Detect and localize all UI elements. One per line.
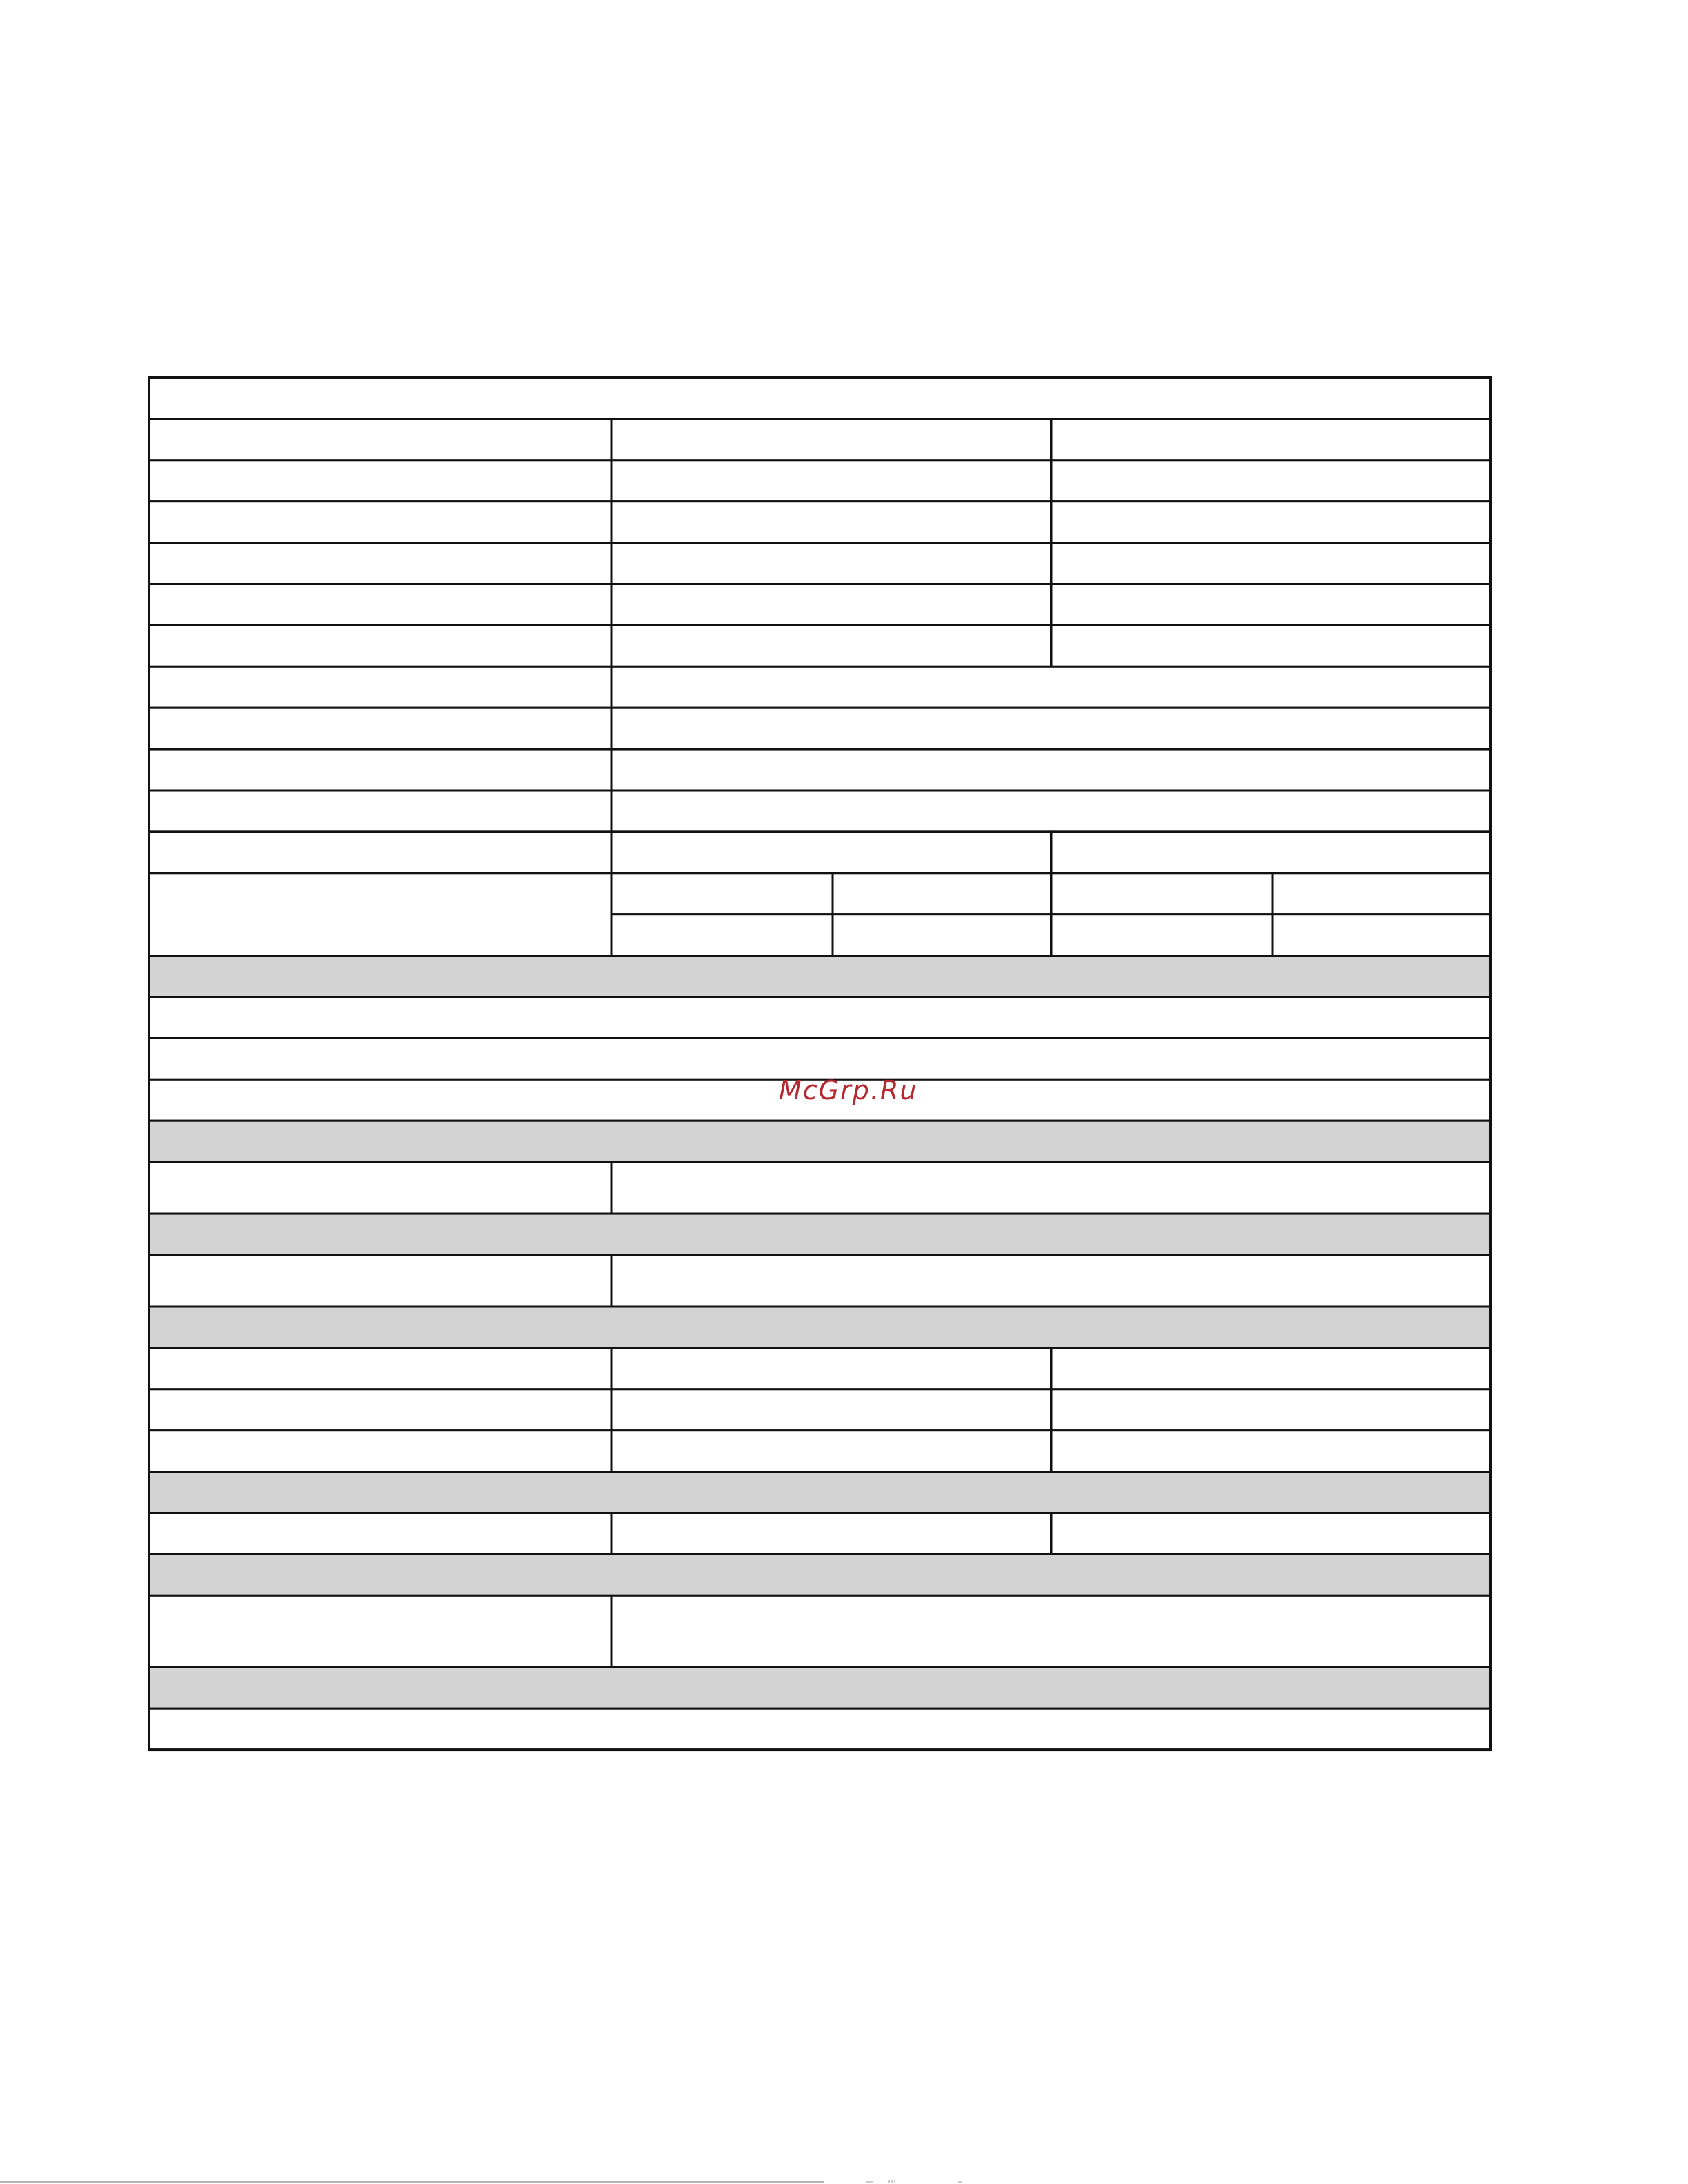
table-row-14-value-cell-4: [1272, 915, 1490, 956]
table-row-13-value-cell-2: [833, 873, 1051, 915]
table-row-6-value-cell-1: [611, 584, 1051, 626]
table-row-25-value-cell-2: [1051, 1389, 1490, 1431]
table-row-13-value-cell-3: [1051, 873, 1272, 915]
table-row-9-label-cell: [149, 708, 611, 749]
table-row-12-value-cell-2: [1051, 832, 1490, 873]
table-row-8-value-cell: [611, 666, 1490, 708]
table-row-9-value-cell: [611, 708, 1490, 749]
table-row-20-label-cell: [149, 1162, 611, 1214]
table-row-26-value-cell-1: [611, 1431, 1051, 1472]
table-row-6-label-cell: [149, 584, 611, 626]
table-row-27-section-header: [149, 1472, 1490, 1513]
table-row-6-value-cell-2: [1051, 584, 1490, 626]
table-row-25-label-cell: [149, 1389, 611, 1431]
table-row-11-label-cell: [149, 790, 611, 832]
table-row-25-value-cell-1: [611, 1389, 1051, 1431]
table-row-16-cell: [149, 997, 1490, 1039]
table-row-13-label-cell: [149, 873, 611, 956]
table-row-4-value-cell-1: [611, 502, 1051, 543]
table-row-10-value-cell: [611, 749, 1490, 790]
table-row-17-cell: [149, 1038, 1490, 1079]
table-row-4-label-cell: [149, 502, 611, 543]
table-row-24-label-cell: [149, 1348, 611, 1389]
table-row-32-cell: [149, 1708, 1490, 1750]
table-row-22-value-cell: [611, 1255, 1490, 1307]
table-row-15-section-header: [149, 956, 1490, 997]
table-row-3-value-cell-2: [1051, 460, 1490, 502]
table-row-1-cell: [149, 378, 1490, 419]
table-row-5-value-cell-1: [611, 543, 1051, 584]
table-row-12-label-cell: [149, 832, 611, 873]
table-row-24-value-cell-1: [611, 1348, 1051, 1389]
table-row-22-label-cell: [149, 1255, 611, 1307]
table-row-7-value-cell-1: [611, 625, 1051, 666]
table-row-5-value-cell-2: [1051, 543, 1490, 584]
table-row-31-section-header: [149, 1667, 1490, 1708]
table-row-19-section-header: [149, 1121, 1490, 1162]
table-row-14-value-cell-1: [611, 915, 833, 956]
table-row-2-value-cell-1: [611, 419, 1051, 460]
table-row-28-label-cell: [149, 1513, 611, 1555]
footer-marks: [862, 2178, 999, 2183]
table-row-10-label-cell: [149, 749, 611, 790]
table-row-20-value-cell: [611, 1162, 1490, 1214]
table-row-2-value-cell-2: [1051, 419, 1490, 460]
table-row-11-value-cell: [611, 790, 1490, 832]
table-row-3-value-cell-1: [611, 460, 1051, 502]
table-row-23-section-header: [149, 1307, 1490, 1348]
table-row-7-value-cell-2: [1051, 625, 1490, 666]
table-row-28-value-cell-2: [1051, 1513, 1490, 1555]
table-row-4-value-cell-2: [1051, 502, 1490, 543]
table-row-2-label-cell: [149, 419, 611, 460]
table-row-13-value-cell-1: [611, 873, 833, 915]
table-row-12-value-cell-1: [611, 832, 1051, 873]
table-row-28-value-cell-1: [611, 1513, 1051, 1555]
table-row-3-label-cell: [149, 460, 611, 502]
table-row-14-value-cell-2: [833, 915, 1051, 956]
table-row-13-value-cell-4: [1272, 873, 1490, 915]
table-row-21-section-header: [149, 1214, 1490, 1255]
watermark: McGrp.Ru: [779, 1075, 918, 1105]
table-row-24-value-cell-2: [1051, 1348, 1490, 1389]
table-row-5-label-cell: [149, 543, 611, 584]
table-row-8-label-cell: [149, 666, 611, 708]
table-row-7-label-cell: [149, 625, 611, 666]
table-row-26-label-cell: [149, 1431, 611, 1472]
table-row-14-value-cell-3: [1051, 915, 1272, 956]
table-row-29-section-header: [149, 1554, 1490, 1595]
table-row-30-value-cell: [611, 1595, 1490, 1667]
footer-rule: [0, 2181, 824, 2183]
table-row-30-label-cell: [149, 1595, 611, 1667]
table-row-26-value-cell-2: [1051, 1431, 1490, 1472]
